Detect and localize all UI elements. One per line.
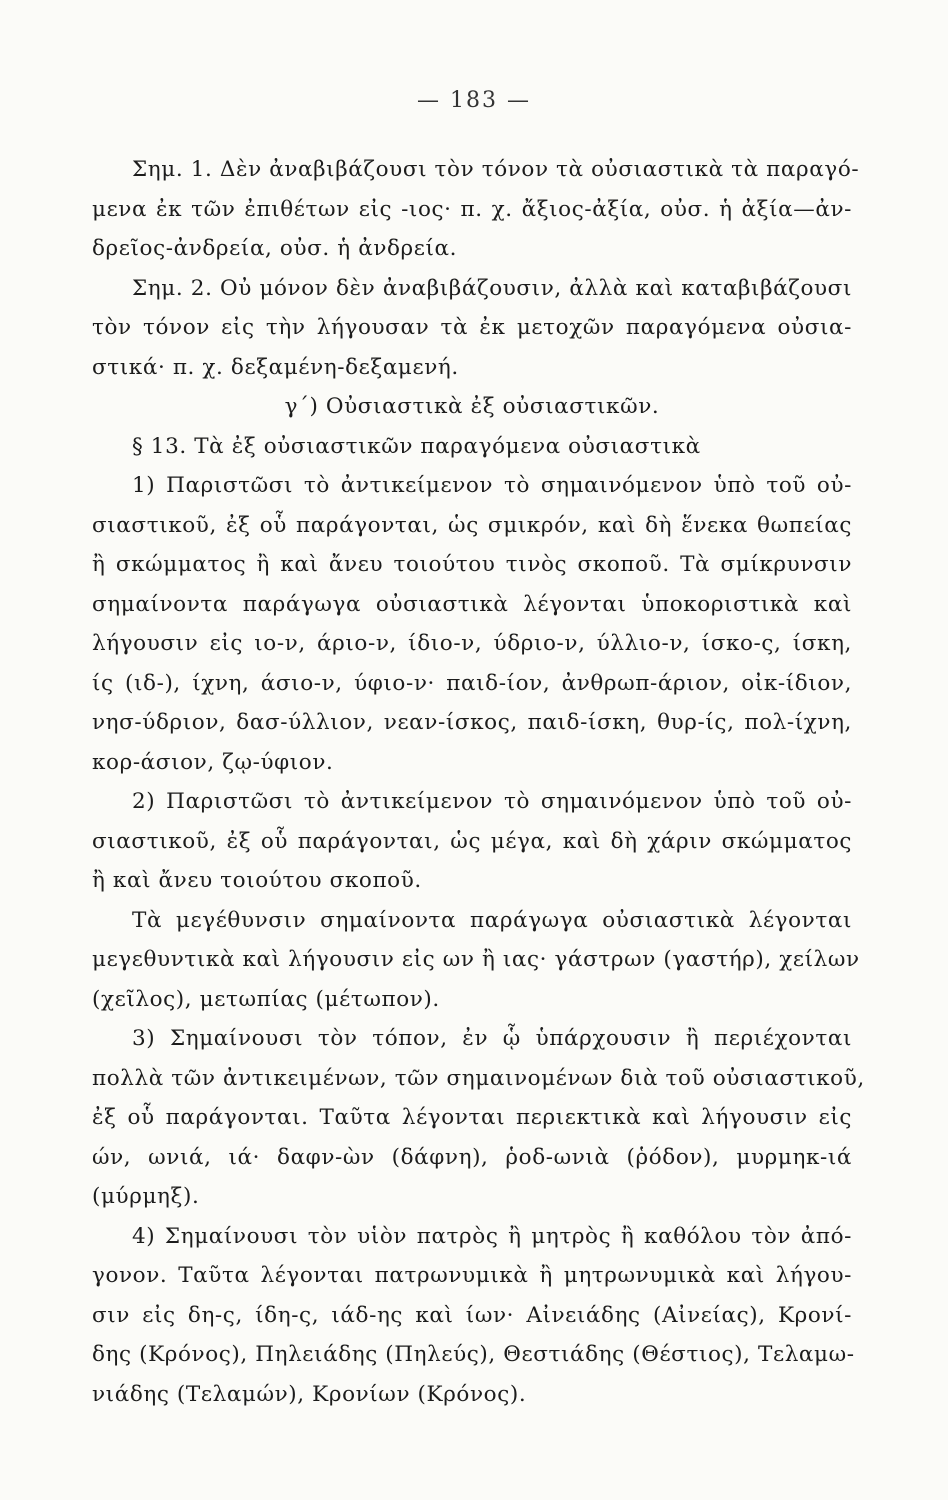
text-line: δης (Κρόνος), Πηλειάδης (Πηλεύς), Θεστιάδης (Θέστιος), Τελαμω- <box>92 1342 855 1367</box>
text-line: κορ-άσιον, ζῳ-ύφιον. <box>92 749 334 775</box>
text-line: σημαίνοντα παράγωγα οὐσιαστικὰ λέγονται ὑποκοριστικὰ καὶ <box>92 591 852 617</box>
text-line: λήγουσιν εἰς ιο-ν, άριο-ν, ίδιο-ν, ύδριο-ν, ύλλιο-ν, ίσκο-ς, ίσκη, <box>92 631 852 656</box>
text-line: Σημ. 1. Δὲν ἀναβιβάζουσι τὸν τόνον τὰ οὐσιαστικὰ τὰ παραγό- <box>132 157 860 182</box>
text-line: ίς (ιδ-), ίχνη, άσιο-ν, ύφιο-ν· παιδ-ίον, ἀνθρωπ-άριον, οἰκ-ίδιον, <box>92 670 852 696</box>
text-line: (χεῖλος), μετωπίας (μέτωπον). <box>92 986 440 1012</box>
text-line: Σημ. 2. Οὐ μόνον δὲν ἀναβιβάζουσιν, ἀλλὰ καὶ καταβιβάζουσι <box>132 275 852 301</box>
text-line: ἢ σκώμματος ἢ καὶ ἄνευ τοιούτου τινὸς σκοποῦ. Τὰ σμίκρυνσιν <box>92 552 852 577</box>
text-line: νησ-ύδριον, δασ-ύλλιον, νεαν-ίσκος, παιδ-ίσκη, θυρ-ίς, πολ-ίχνη, <box>92 710 852 735</box>
text-line: ἢ καὶ ἄνευ τοιούτου σκοποῦ. <box>92 868 422 893</box>
text-line: (μύρμηξ). <box>92 1184 200 1209</box>
page-number: — 183 — <box>417 88 531 113</box>
text-line: Τὰ μεγέθυνσιν σημαίνοντα παράγωγα οὐσιαστικὰ λέγονται <box>132 907 852 933</box>
text-line: στικά· π. χ. δεξαμένη-δεξαμενή. <box>92 354 459 380</box>
text-line: 4) Σημαίνουσι τὸν υἱὸν πατρὸς ἢ μητρὸς ἢ καθόλου τὸν ἀπό- <box>132 1223 852 1249</box>
text-line: τὸν τόνον εἰς τὴν λήγουσαν τὰ ἐκ μετοχῶν παραγόμενα οὐσια- <box>92 315 852 340</box>
text-line: δρεῖος-ἀνδρεία, οὐσ. ἡ ἀνδρεία. <box>92 236 458 261</box>
text-line: ἐξ οὗ παράγονται. Ταῦτα λέγονται περιεκτικὰ καὶ λήγουσιν εἰς <box>92 1105 852 1130</box>
section-heading: γ΄) Οὐσιαστικὰ ἐξ οὐσιαστικῶν. <box>284 394 660 419</box>
text-line: σιαστικοῦ, ἐξ οὗ παράγονται, ὡς σμικρόν, καὶ δὴ ἕνεκα θωπείας <box>92 512 852 538</box>
body-text <box>92 150 865 1414</box>
text-line: 1) Παριστῶσι τὸ ἀντικείμενον τὸ σημαινόμενον ὑπὸ τοῦ οὐ- <box>132 473 852 498</box>
text-line: γονον. Ταῦτα λέγονται πατρωνυμικὰ ἢ μητρωνυμικὰ καὶ λήγου- <box>92 1263 852 1288</box>
text-line: μεγεθυντικὰ καὶ λήγουσιν εἰς ων ἢ ιας· γάστρων (γαστήρ), χείλων <box>92 947 860 972</box>
text-line: § 13. Τὰ ἐξ οὐσιαστικῶν παραγόμενα οὐσιαστικὰ <box>132 433 701 459</box>
text-line: σιαστικοῦ, ἐξ οὗ παράγονται, ὡς μέγα, καὶ δὴ χάριν σκώμματος <box>92 828 852 854</box>
text-line: 3) Σημαίνουσι τὸν τόπον, ἐν ᾧ ὑπάρχουσιν ἢ περιέχονται <box>132 1026 852 1051</box>
text-line: πολλὰ τῶν ἀντικειμένων, τῶν σημαινομένων διὰ τοῦ οὐσιαστικοῦ, <box>92 1065 865 1091</box>
text-line: ών, ωνιά, ιά· δαφν-ὼν (δάφνη), ῥοδ-ωνιὰ (ῥόδον), μυρμηκ-ιά <box>92 1144 852 1170</box>
text-line: 2) Παριστῶσι τὸ ἀντικείμενον τὸ σημαινόμενον ὑπὸ τοῦ οὐ- <box>132 789 852 814</box>
text-line: μενα ἐκ τῶν ἐπιθέτων εἰς -ιος· π. χ. ἄξιος-ἀξία, οὐσ. ἡ ἀξία—ἀν- <box>92 196 852 222</box>
text-line: νιάδης (Τελαμών), Κρονίων (Κρόνος). <box>92 1381 527 1407</box>
text-line: σιν εἰς δη-ς, ίδη-ς, ιάδ-ης καὶ ίων· Αἰνειάδης (Αἰνείας), Κρονί- <box>92 1302 852 1328</box>
